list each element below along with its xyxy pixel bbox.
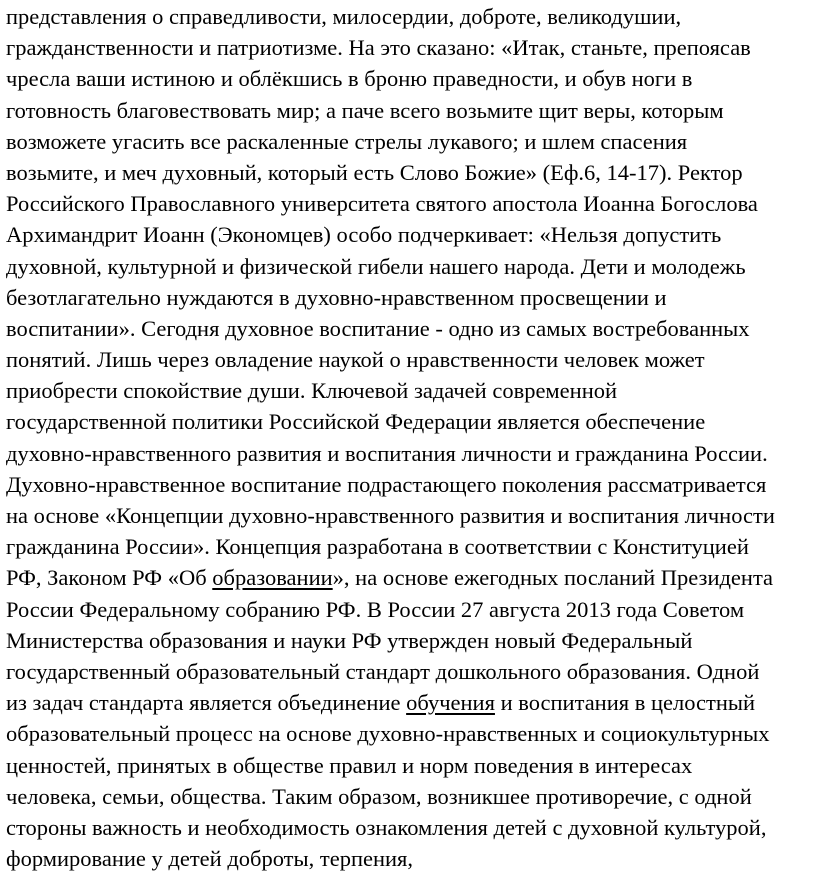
text-line: духовно-нравственного развития и воспитания личности и гражданина России.	[6, 440, 768, 466]
text-line: формирование у детей доброты, терпения,	[6, 846, 414, 872]
text-line: Архимандрит Иоанн (Экономцев) особо подчеркивает: «Нельзя допустить	[6, 222, 722, 248]
text-line: человека, семьи, общества. Таким образом, возникшее противоречие, с одной	[6, 783, 752, 809]
text-line: чресла ваши истиною и облёкшись в броню праведности, и обув ноги в	[6, 66, 693, 92]
text-line: понятий. Лишь через овладение наукой о нравственности человек может	[6, 347, 705, 373]
text-line: гражданственности и патриотизме. На это сказано: «Итак, станьте, препоясав	[6, 35, 751, 61]
text-segment: РФ, Законом РФ «Об	[6, 565, 213, 591]
text-line: России Федеральному собранию РФ. В России 27 августа 2013 года Советом	[6, 596, 745, 622]
text-line: возьмите, и меч духовный, который есть Слово Божие» (Еф.6, 14-17). Ректор	[6, 159, 743, 185]
text-line: стороны важность и необходимость ознакомления детей с духовной культурой,	[6, 814, 767, 840]
text-line: на основе «Концепции духовно-нравственного развития и воспитания личности	[6, 503, 775, 528]
text-line: Духовно-нравственное воспитание подрастающего поколения рассматривается	[6, 471, 767, 497]
text-line: приобрести спокойствие души. Ключевой задачей современной	[6, 378, 618, 404]
text-line: духовной, культурной и физической гибели нашего народа. Дети и молодежь	[6, 253, 746, 279]
text-segment: из задач стандарта является объединение	[6, 690, 407, 716]
text-line: воспитании». Сегодня духовное воспитание - одно из самых востребованных	[6, 315, 750, 341]
text-line: возможете угасить все раскаленные стрелы лукавого; и шлем спасения	[6, 128, 688, 154]
text-line: гражданина России». Концепция разработана в соответствии с Конституцией	[6, 534, 749, 560]
link-obrazovanii[interactable]: образовании	[212, 565, 333, 591]
text-line: Российского Православного университета святого апостола Иоанна Богослова	[6, 191, 758, 217]
text-segment: », на основе ежегодных посланий Президента	[332, 565, 774, 591]
text-line: образовательный процесс на основе духовно-нравственных и социокультурных	[6, 721, 770, 747]
text-line: ценностей, принятых в обществе правил и норм поведения в интересах	[6, 752, 693, 778]
text-line-with-link	[6, 687, 816, 718]
link-obucheniya[interactable]: обучения	[406, 690, 495, 716]
text-line-with-link	[6, 562, 816, 593]
text-line: государственной политики Российской Федерации является обеспечение	[6, 409, 706, 435]
text-line: Министерства образования и науки РФ утвержден новый Федеральный	[6, 627, 693, 653]
text-line: безотлагательно нуждаются в духовно-нравственном просвещении и	[6, 284, 667, 310]
text-line: представления о справедливости, милосердии, доброте, великодушии,	[6, 4, 682, 29]
text-line: готовность благовествовать мир; а паче всего возьмите щит веры, которым	[6, 97, 724, 123]
text-line: государственный образовательный стандарт дошкольного образования. Одной	[6, 658, 760, 684]
text-segment: и воспитания в целостный	[494, 690, 756, 716]
